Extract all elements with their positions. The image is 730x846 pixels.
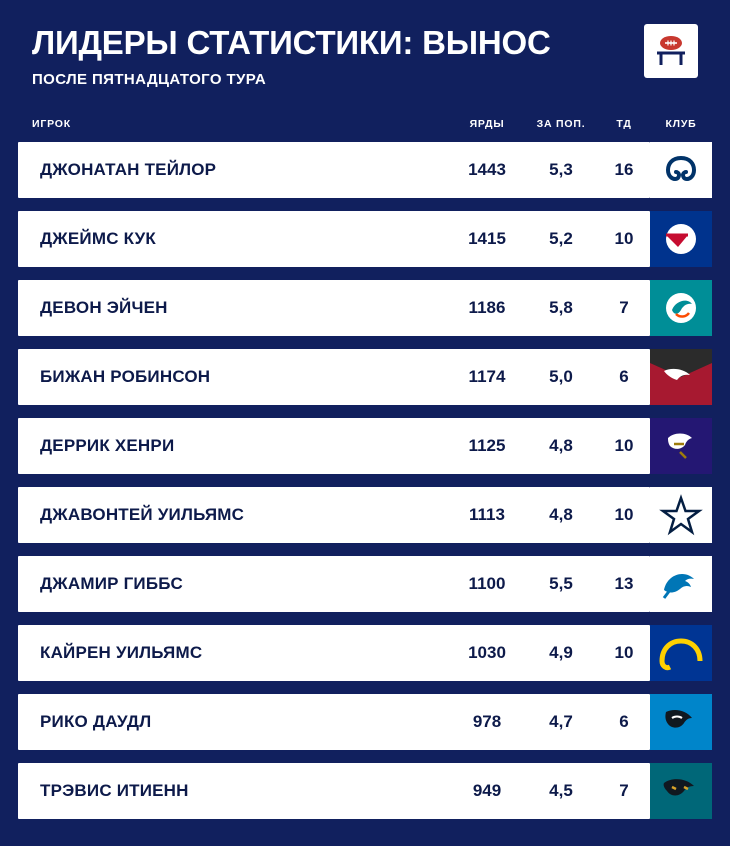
td-value: 16 [614,159,634,179]
table-row [18,280,712,336]
row-content [18,487,650,543]
yards-value: 1030 [468,642,506,662]
table-row [18,625,712,681]
table-row [18,418,712,474]
column-header-td: ТД [616,117,632,130]
player-name: БИЖАН РОБИНСОН [40,366,211,386]
ypc-value: 4,9 [549,642,573,662]
footer-divider [18,828,712,830]
td-value: 7 [619,297,629,317]
td-value: 10 [614,642,634,662]
club-logo-dolphins [650,280,712,336]
player-name: РИКО ДАУДЛ [40,711,152,731]
row-content [18,763,650,819]
column-headers [18,114,712,134]
yards-value: 978 [472,711,502,731]
club-logo-lions [650,556,712,612]
table-row [18,349,712,405]
player-name: ДЖОНАТАН ТЕЙЛОР [40,159,217,179]
row-content [18,694,650,750]
club-logo-bills [650,211,712,267]
ypc-value: 5,3 [549,159,573,179]
column-header-ypc: ЗА ПОП. [536,117,586,130]
row-content [18,211,650,267]
yards-value: 1125 [468,435,506,455]
table-row [18,694,712,750]
ypc-value: 4,8 [549,435,573,455]
yards-value: 1186 [468,297,506,317]
row-content [18,556,650,612]
ypc-value: 4,8 [549,504,573,524]
yards-value: 1113 [469,504,505,524]
td-value: 6 [619,711,629,731]
yards-value: 1174 [468,366,506,386]
player-name: ДЖЕЙМС КУК [40,228,156,248]
club-logo-falcons [650,349,712,405]
club-logo-rams [650,625,712,681]
player-name: ТРЭВИС ИТИЕНН [40,780,189,800]
ypc-value: 5,8 [549,297,573,317]
club-logo-ravens [650,418,712,474]
yards-value: 1443 [468,159,506,179]
player-name: ДЕРРИК ХЕНРИ [40,435,175,455]
table-row [18,556,712,612]
row-content [18,349,650,405]
club-logo-jaguars [650,763,712,819]
ypc-value: 5,0 [549,366,573,386]
td-value: 10 [614,228,634,248]
row-content [18,280,650,336]
ypc-value: 5,2 [549,228,573,248]
column-header-yards: ЯРДЫ [469,117,505,130]
td-value: 6 [619,366,629,386]
row-content [18,625,650,681]
td-value: 10 [614,435,634,455]
table-row [18,487,712,543]
page-title: ЛИДЕРЫ СТАТИСТИКИ: ВЫНОС [32,24,551,61]
header [18,22,712,88]
club-logo-colts [650,142,712,198]
table-row [18,763,712,819]
yards-value: 1415 [468,228,506,248]
table-row [18,142,712,198]
player-name: ДЖАВОНТЕЙ УИЛЬЯМС [40,504,245,524]
ypc-value: 4,5 [549,780,573,800]
player-name: ДЕВОН ЭЙЧЕН [40,297,168,317]
table-row [18,211,712,267]
football-logo-icon [644,24,698,78]
page-subtitle: ПОСЛЕ ПЯТНАДЦАТОГО ТУРА [32,70,267,88]
column-header-club: КЛУБ [665,117,697,130]
leaders-table [18,142,712,819]
club-logo-cowboys [650,487,712,543]
club-logo-panthers [650,694,712,750]
td-value: 10 [614,504,634,524]
column-header-player: ИГРОК [32,117,71,130]
row-content [18,142,650,198]
ypc-value: 5,5 [549,573,573,593]
td-value: 13 [614,573,634,593]
header-titles [32,22,551,88]
ypc-value: 4,7 [549,711,573,731]
row-content [18,418,650,474]
yards-value: 949 [472,780,502,800]
yards-value: 1100 [468,573,506,593]
player-name: ДЖАМИР ГИББС [40,573,183,593]
td-value: 7 [619,780,629,800]
player-name: КАЙРЕН УИЛЬЯМС [40,642,203,662]
